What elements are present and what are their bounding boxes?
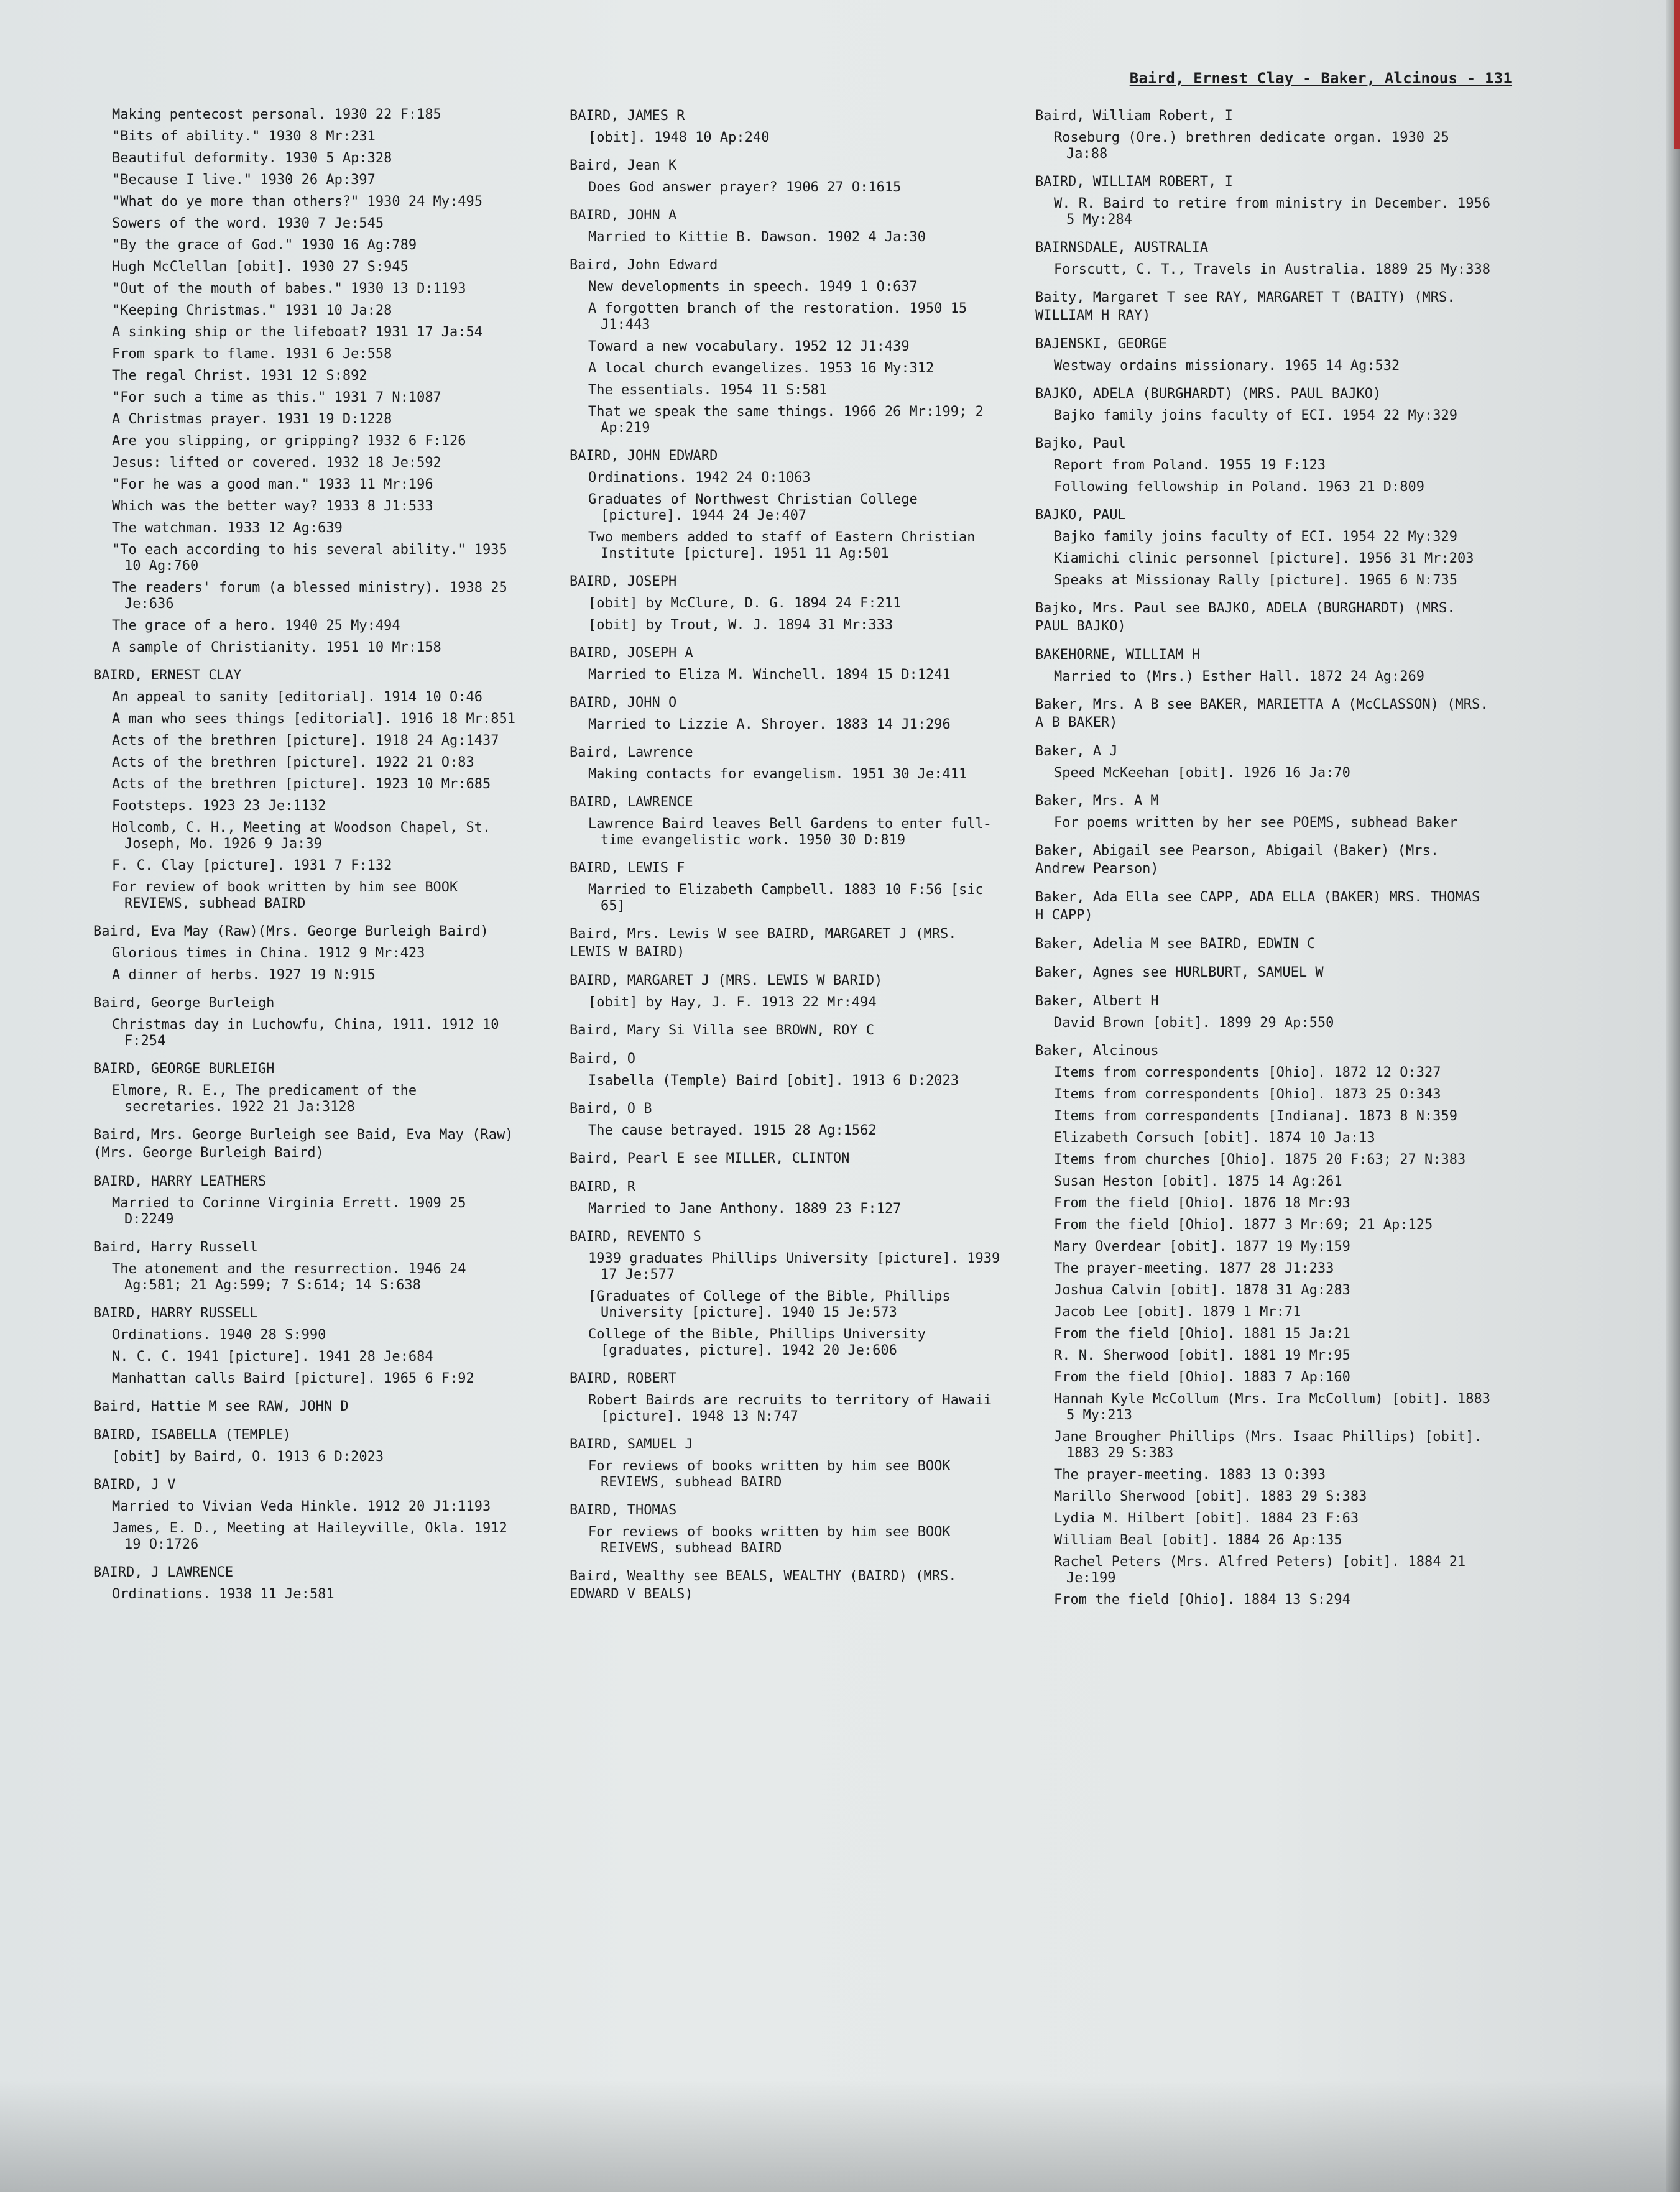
citation-line: Rachel Peters (Mrs. Alfred Peters) [obit]. 1884 21 Je:199 (1054, 1554, 1466, 1586)
index-entry (93, 107, 522, 656)
citation-line: Elizabeth Corsuch [obit]. 1874 10 Ja:13 (1054, 1130, 1375, 1146)
citation-line: The essentials. 1954 11 S:581 (588, 382, 828, 398)
index-entry (570, 1228, 1005, 1359)
index-entry (93, 1426, 522, 1465)
entry-heading: Baird, Jean K (570, 158, 677, 173)
citation-line: Acts of the brethren [picture]. 1918 24 Ag:1437 (112, 733, 499, 748)
citation-line: "Bits of ability." 1930 8 Mr:231 (112, 129, 376, 144)
citation-line: The watchman. 1933 12 Ag:639 (112, 520, 343, 536)
citation-line: Items from correspondents [Ohio]. 1872 12 O:327 (1054, 1065, 1441, 1080)
index-entry (570, 744, 1005, 783)
citation-line: Ordinations. 1942 24 O:1063 (588, 470, 811, 486)
citation-line: Speaks at Missionay Rally [picture]. 1965 6 N:735 (1054, 573, 1458, 588)
citation-line: Married to (Mrs.) Esther Hall. 1872 24 Ag:269 (1054, 669, 1425, 684)
citation-line: Married to Lizzie A. Shroyer. 1883 14 J1:296 (588, 717, 951, 732)
citation-line: For review of book written by him see BOOK REVIEWS, subhead BAIRD (112, 880, 458, 911)
index-entry (570, 256, 1005, 436)
citation-line: Married to Jane Anthony. 1889 23 F:127 (588, 1201, 902, 1217)
citation-line: Westway ordains missionary. 1965 14 Ag:532 (1054, 358, 1400, 374)
citation-line: Jacob Lee [obit]. 1879 1 Mr:71 (1054, 1304, 1301, 1320)
citation-line: "For such a time as this." 1931 7 N:1087 (112, 390, 441, 405)
index-entry (570, 859, 1005, 914)
citation-line: Susan Heston [obit]. 1875 14 Ag:261 (1054, 1174, 1342, 1189)
citation-line: The grace of a hero. 1940 25 My:494 (112, 618, 400, 633)
citation-line: Manhattan calls Baird [picture]. 1965 6 F:92 (112, 1371, 474, 1386)
citation-line: A man who sees things [editorial]. 1916 18 Mr:851 (112, 711, 516, 727)
entry-heading: BAIRD, GEORGE BURLEIGH (93, 1061, 275, 1077)
citation-line: For reviews of books written by him see BOOK REIVEWS, subhead BAIRD (588, 1524, 951, 1556)
scan-shadow (0, 2080, 1680, 2192)
citation-line: Toward a new vocabulary. 1952 12 J1:439 (588, 339, 910, 354)
citation-line: [obit] by Trout, W. J. 1894 31 Mr:333 (588, 617, 893, 633)
citation-line: From spark to flame. 1931 6 Je:558 (112, 346, 392, 362)
index-entry (570, 1370, 1005, 1425)
entry-heading: BAIRD, HARRY RUSSELL (93, 1306, 258, 1321)
entry-heading: BAJKO, ADELA (BURGHARDT) (MRS. PAUL BAJKO) (1035, 386, 1382, 402)
entry-heading: BAIRD, ROBERT (570, 1371, 677, 1386)
index-entry (570, 925, 1005, 961)
entry-heading: BAIRD, JOHN O (570, 695, 677, 711)
citation-line: A sample of Christianity. 1951 10 Mr:158 (112, 640, 441, 655)
citation-line: Acts of the brethren [picture]. 1922 21 O:83 (112, 755, 474, 770)
citation-line: W. R. Baird to retire from ministry in December. 1956 5 My:284 (1054, 196, 1490, 228)
index-entry (93, 1172, 522, 1228)
citation-line: James, E. D., Meeting at Haileyville, Okla. 1912 19 O:1726 (112, 1521, 507, 1552)
citation-line: The regal Christ. 1931 12 S:892 (112, 368, 367, 384)
entry-heading: Baird, John Edward (570, 257, 718, 273)
index-entry (1035, 696, 1495, 732)
citation-line: Beautiful deformity. 1930 5 Ap:328 (112, 150, 392, 166)
citation-line: Graduates of Northwest Christian College [picture]. 1944 24 Je:407 (588, 492, 918, 523)
binding-edge-mark (1674, 0, 1680, 149)
citation-line: College of the Bible, Phillips University [graduates, picture]. 1942 20 Je:606 (588, 1327, 926, 1358)
citation-line: Ordinations. 1940 28 S:990 (112, 1327, 326, 1343)
index-entry (1035, 742, 1495, 781)
entry-heading: Baird, Mrs. George Burleigh see Baid, Eva May (Raw)(Mrs. George Burleigh Baird) (93, 1127, 514, 1161)
index-entry (1035, 435, 1495, 495)
entry-heading: BAIRD, JOHN EDWARD (570, 448, 718, 464)
citation-line: From the field [Ohio]. 1884 13 S:294 (1054, 1592, 1350, 1608)
index-entry (1035, 239, 1495, 278)
citation-line: The prayer-meeting. 1883 13 O:393 (1054, 1467, 1326, 1483)
index-entry (570, 972, 1005, 1011)
index-entry (570, 644, 1005, 683)
citation-line: The prayer-meeting. 1877 28 J1:233 (1054, 1261, 1334, 1276)
citation-line: Bajko family joins faculty of ECI. 1954 22 My:329 (1054, 408, 1458, 423)
index-entry (93, 1304, 522, 1387)
entry-heading: Baker, Agnes see HURLBURT, SAMUEL W (1035, 965, 1324, 980)
citation-line: Kiamichi clinic personnel [picture]. 1956 31 Mr:203 (1054, 551, 1474, 566)
index-entry (570, 1021, 1005, 1039)
entry-heading: Bajko, Mrs. Paul see BAJKO, ADELA (BURGHARDT) (MRS. PAUL BAJKO) (1035, 601, 1456, 634)
citation-line: Married to Kittie B. Dawson. 1902 4 Ja:30 (588, 229, 926, 245)
citation-line: Bajko family joins faculty of ECI. 1954 22 My:329 (1054, 529, 1458, 545)
citation-line: A sinking ship or the lifeboat? 1931 17 Ja:54 (112, 325, 483, 340)
citation-line: A Christmas prayer. 1931 19 D:1228 (112, 412, 392, 427)
entry-heading: BAIRD, JOSEPH (570, 574, 677, 589)
index-entry (93, 1060, 522, 1115)
entry-heading: BAIRD, R (570, 1179, 635, 1195)
citation-line: The atonement and the resurrection. 1946 24 Ag:581; 21 Ag:599; 7 S:614; 14 S:638 (112, 1261, 466, 1293)
citation-line: [obit] by Hay, J. F. 1913 22 Mr:494 (588, 995, 877, 1010)
entry-heading: BAIRD, JOHN A (570, 208, 677, 223)
index-entry (570, 447, 1005, 562)
entry-heading: BAJKO, PAUL (1035, 507, 1126, 523)
citation-line: Glorious times in China. 1912 9 Mr:423 (112, 946, 425, 961)
entry-heading: Baker, Mrs. A M (1035, 793, 1159, 809)
index-entry (93, 666, 522, 912)
entry-heading: BAIRD, LEWIS F (570, 860, 685, 876)
entry-heading: Baird, Pearl E see MILLER, CLINTON (570, 1151, 850, 1166)
entry-heading: BAIRD, MARGARET J (MRS. LEWIS W BARID) (570, 973, 883, 988)
citation-line: A dinner of herbs. 1927 19 N:915 (112, 967, 376, 983)
index-entry (1035, 646, 1495, 685)
index-entry (1035, 506, 1495, 589)
entry-heading: Baird, Hattie M see RAW, JOHN D (93, 1399, 349, 1414)
citation-line: [obit] by Baird, O. 1913 6 D:2023 (112, 1449, 384, 1465)
citation-line: New developments in speech. 1949 1 O:637 (588, 279, 918, 295)
entry-heading: Baker, Albert H (1035, 993, 1159, 1009)
index-entry (1035, 792, 1495, 831)
citation-line: 1939 graduates Phillips University [picture]. 1939 17 Je:577 (588, 1251, 1000, 1283)
index-entry (93, 923, 522, 983)
entry-heading: BAJENSKI, GEORGE (1035, 336, 1167, 352)
citation-line: [obit] by McClure, D. G. 1894 24 F:211 (588, 596, 902, 611)
index-entry (93, 1476, 522, 1553)
citation-line: N. C. C. 1941 [picture]. 1941 28 Je:684 (112, 1349, 433, 1365)
citation-line: Marillo Sherwood [obit]. 1883 29 S:383 (1054, 1489, 1367, 1504)
entry-heading: Baird, Mary Si Villa see BROWN, ROY C (570, 1023, 875, 1038)
citation-line: Lydia M. Hilbert [obit]. 1884 23 F:63 (1054, 1511, 1359, 1526)
citation-line: Items from correspondents [Indiana]. 1873 8 N:359 (1054, 1108, 1458, 1124)
index-entry (1035, 1042, 1495, 1608)
entry-heading: BAIRD, REVENTO S (570, 1229, 701, 1245)
citation-line: Report from Poland. 1955 19 F:123 (1054, 458, 1326, 473)
entry-heading: BAKEHORNE, WILLIAM H (1035, 647, 1200, 663)
entry-heading: BAIRNSDALE, AUSTRALIA (1035, 240, 1209, 256)
index-entry (93, 1126, 522, 1162)
entry-heading: Baird, Wealthy see BEALS, WEALTHY (BAIRD) (MRS. EDWARD V BEALS) (570, 1568, 957, 1602)
column-2 (570, 107, 1005, 1614)
index-entry (1035, 599, 1495, 635)
citation-line: An appeal to sanity [editorial]. 1914 10 O:46 (112, 689, 483, 705)
column-1 (93, 107, 522, 1613)
entry-heading: BAIRD, LAWRENCE (570, 794, 693, 810)
entry-heading: BAIRD, ISABELLA (TEMPLE) (93, 1427, 291, 1443)
citation-line: The cause betrayed. 1915 28 Ag:1562 (588, 1123, 877, 1138)
index-entry (570, 1178, 1005, 1217)
entry-heading: BAIRD, J LAWRENCE (93, 1565, 234, 1580)
citation-line: Jesus: lifted or covered. 1932 18 Je:592 (112, 455, 441, 471)
index-entry (93, 994, 522, 1049)
entry-heading: BAIRD, JAMES R (570, 108, 685, 124)
entry-heading: BAIRD, ERNEST CLAY (93, 668, 242, 683)
citation-line: Acts of the brethren [picture]. 1923 10 Mr:685 (112, 776, 491, 792)
index-entry (1035, 992, 1495, 1031)
entry-heading: Baird, Mrs. Lewis W see BAIRD, MARGARET J (MRS. LEWIS W BAIRD) (570, 926, 957, 960)
index-entry (93, 1563, 522, 1603)
index-entry (1035, 842, 1495, 878)
entry-heading: Baird, William Robert, I (1035, 108, 1233, 124)
index-entry (570, 793, 1005, 849)
citation-line: A forgotten branch of the restoration. 1950 15 J1:443 (588, 301, 967, 333)
index-entry (1035, 173, 1495, 228)
index-entry (570, 1149, 1005, 1167)
entry-heading: Baird, George Burleigh (93, 995, 275, 1011)
citation-line: From the field [Ohio]. 1881 15 Ja:21 (1054, 1326, 1350, 1342)
index-entry (93, 1398, 522, 1416)
citation-line: Elmore, R. E., The predicament of the secretaries. 1922 21 Ja:3128 (112, 1083, 417, 1115)
citation-line: Hannah Kyle McCollum (Mrs. Ira McCollum) [obit]. 1883 5 My:213 (1054, 1391, 1490, 1423)
column-3 (1035, 107, 1495, 1619)
citation-line: Robert Bairds are recruits to territory of Hawaii [picture]. 1948 13 N:747 (588, 1393, 992, 1424)
entry-heading: Baker, Adelia M see BAIRD, EDWIN C (1035, 936, 1316, 952)
citation-line: From the field [Ohio]. 1876 18 Mr:93 (1054, 1195, 1350, 1211)
entry-heading: Baird, Lawrence (570, 745, 693, 760)
citation-line: Ordinations. 1938 11 Je:581 (112, 1586, 335, 1602)
citation-line: R. N. Sherwood [obit]. 1881 19 Mr:95 (1054, 1348, 1350, 1363)
entry-heading: Baker, Alcinous (1035, 1043, 1159, 1059)
index-entry (570, 1567, 1005, 1603)
entry-heading: Baker, A J (1035, 744, 1118, 759)
citation-line: "Because I live." 1930 26 Ap:397 (112, 172, 376, 188)
entry-heading: Bajko, Paul (1035, 436, 1126, 451)
citation-line: Married to Vivian Veda Hinkle. 1912 20 J1:1193 (112, 1499, 491, 1514)
citation-line: "Keeping Christmas." 1931 10 Ja:28 (112, 303, 392, 318)
entry-heading: Baker, Abigail see Pearson, Abigail (Baker) (Mrs. Andrew Pearson) (1035, 843, 1439, 877)
entry-heading: Baker, Ada Ella see CAPP, ADA ELLA (BAKER) MRS. THOMAS H CAPP) (1035, 890, 1480, 923)
citation-line: Items from correspondents [Ohio]. 1873 25 O:343 (1054, 1087, 1441, 1102)
page-edge (1666, 0, 1680, 2192)
index-entry (570, 694, 1005, 733)
citation-line: That we speak the same things. 1966 26 Mr:199; 2 Ap:219 (588, 404, 984, 436)
citation-line: Making pentecost personal. 1930 22 F:185 (112, 107, 441, 122)
citation-line: Are you slipping, or gripping? 1932 6 F:126 (112, 433, 466, 449)
citation-line: [Graduates of College of the Bible, Phillips University [picture]. 1940 15 Je:573 (588, 1289, 951, 1320)
citation-line: David Brown [obit]. 1899 29 Ap:550 (1054, 1015, 1334, 1031)
citation-line: "By the grace of God." 1930 16 Ag:789 (112, 237, 417, 253)
citation-line: Which was the better way? 1933 8 J1:533 (112, 499, 433, 514)
index-entry (1035, 964, 1495, 982)
citation-line: From the field [Ohio]. 1883 7 Ap:160 (1054, 1370, 1350, 1385)
index-entry (1035, 335, 1495, 374)
citation-line: Forscutt, C. T., Travels in Australia. 1889 25 My:338 (1054, 262, 1490, 277)
citation-line: Footsteps. 1923 23 Je:1132 (112, 798, 326, 814)
citation-line: From the field [Ohio]. 1877 3 Mr:69; 21 Ap:125 (1054, 1217, 1433, 1233)
entry-heading: Baird, Eva May (Raw)(Mrs. George Burleigh Baird) (93, 924, 489, 939)
entry-heading: BAIRD, SAMUEL J (570, 1437, 693, 1452)
index-entry (570, 157, 1005, 196)
citation-line: Joshua Calvin [obit]. 1878 31 Ag:283 (1054, 1283, 1350, 1298)
running-header: Baird, Ernest Clay - Baker, Alcinous - 131 (1129, 70, 1512, 87)
citation-line: Roseburg (Ore.) brethren dedicate organ. 1930 25 Ja:88 (1054, 130, 1449, 162)
citation-line: Following fellowship in Poland. 1963 21 D:809 (1054, 479, 1425, 495)
entry-heading: BAIRD, J V (93, 1477, 176, 1493)
index-entry (1035, 385, 1495, 424)
citation-line: For reviews of books written by him see BOOK REVIEWS, subhead BAIRD (588, 1458, 951, 1490)
index-entry (1035, 888, 1495, 924)
citation-line: William Beal [obit]. 1884 26 Ap:135 (1054, 1532, 1342, 1548)
index-entry (570, 1501, 1005, 1557)
citation-line: Jane Brougher Phillips (Mrs. Isaac Phillips) [obit]. 1883 29 S:383 (1054, 1429, 1482, 1461)
citation-line: Isabella (Temple) Baird [obit]. 1913 6 D:2023 (588, 1073, 959, 1089)
entry-heading: BAIRD, WILLIAM ROBERT, I (1035, 174, 1233, 190)
citation-line: [obit]. 1948 10 Ap:240 (588, 130, 770, 145)
citation-line: Speed McKeehan [obit]. 1926 16 Ja:70 (1054, 765, 1350, 781)
citation-line: Two members added to staff of Eastern Christian Institute [picture]. 1951 11 Ag:501 (588, 530, 976, 561)
index-entry (570, 206, 1005, 246)
citation-line: Lawrence Baird leaves Bell Gardens to enter full-time evangelistic work. 1950 30 D:819 (588, 816, 992, 848)
index-entry (570, 1435, 1005, 1491)
citation-line: Sowers of the word. 1930 7 Je:545 (112, 216, 384, 231)
citation-line: "What do ye more than others?" 1930 24 My:495 (112, 194, 483, 210)
citation-line: Hugh McClellan [obit]. 1930 27 S:945 (112, 259, 408, 275)
citation-line: Mary Overdear [obit]. 1877 19 My:159 (1054, 1239, 1350, 1255)
entry-heading: BAIRD, HARRY LEATHERS (93, 1174, 267, 1189)
citation-line: Holcomb, C. H., Meeting at Woodson Chapel, St. Joseph, Mo. 1926 9 Ja:39 (112, 820, 491, 852)
citation-line: A local church evangelizes. 1953 16 My:312 (588, 361, 935, 376)
citation-line: "Out of the mouth of babes." 1930 13 D:1193 (112, 281, 466, 297)
citation-line: Married to Corinne Virginia Errett. 1909 25 D:2249 (112, 1195, 466, 1227)
index-entry (570, 1050, 1005, 1089)
citation-line: The readers' forum (a blessed ministry). 1938 25 Je:636 (112, 580, 507, 612)
citation-line: Christmas day in Luchowfu, China, 1911. 1912 10 F:254 (112, 1017, 499, 1049)
index-entry (570, 1100, 1005, 1139)
entry-heading: Baker, Mrs. A B see BAKER, MARIETTA A (McCLASSON) (MRS. A B BAKER) (1035, 697, 1488, 730)
entry-heading: Baity, Margaret T see RAY, MARGARET T (BAITY) (MRS. WILLIAM H RAY) (1035, 290, 1456, 323)
citation-line: Married to Eliza M. Winchell. 1894 15 D:1241 (588, 667, 951, 683)
citation-line: Items from churches [Ohio]. 1875 20 F:63; 27 N:383 (1054, 1152, 1466, 1167)
entry-heading: BAIRD, JOSEPH A (570, 645, 693, 661)
index-entry (1035, 935, 1495, 953)
entry-heading: Baird, Harry Russell (93, 1240, 258, 1255)
entry-heading: Baird, O B (570, 1101, 652, 1117)
citation-line: Does God answer prayer? 1906 27 O:1615 (588, 180, 902, 195)
citation-line: "To each according to his several ability." 1935 10 Ag:760 (112, 542, 507, 574)
index-entry (93, 1238, 522, 1294)
entry-heading: Baird, O (570, 1051, 635, 1067)
entry-heading: BAIRD, THOMAS (570, 1503, 677, 1518)
index-entry (570, 573, 1005, 633)
index-entry (570, 107, 1005, 146)
index-entry (1035, 107, 1495, 162)
citation-line: "For he was a good man." 1933 11 Mr:196 (112, 477, 433, 492)
citation-line: Married to Elizabeth Campbell. 1883 10 F:56 [sic 65] (588, 882, 984, 914)
citation-line: F. C. Clay [picture]. 1931 7 F:132 (112, 858, 392, 873)
citation-line: For poems written by her see POEMS, subhead Baker (1054, 815, 1458, 831)
index-entry (1035, 288, 1495, 325)
citation-line: Making contacts for evangelism. 1951 30 Je:411 (588, 767, 967, 782)
